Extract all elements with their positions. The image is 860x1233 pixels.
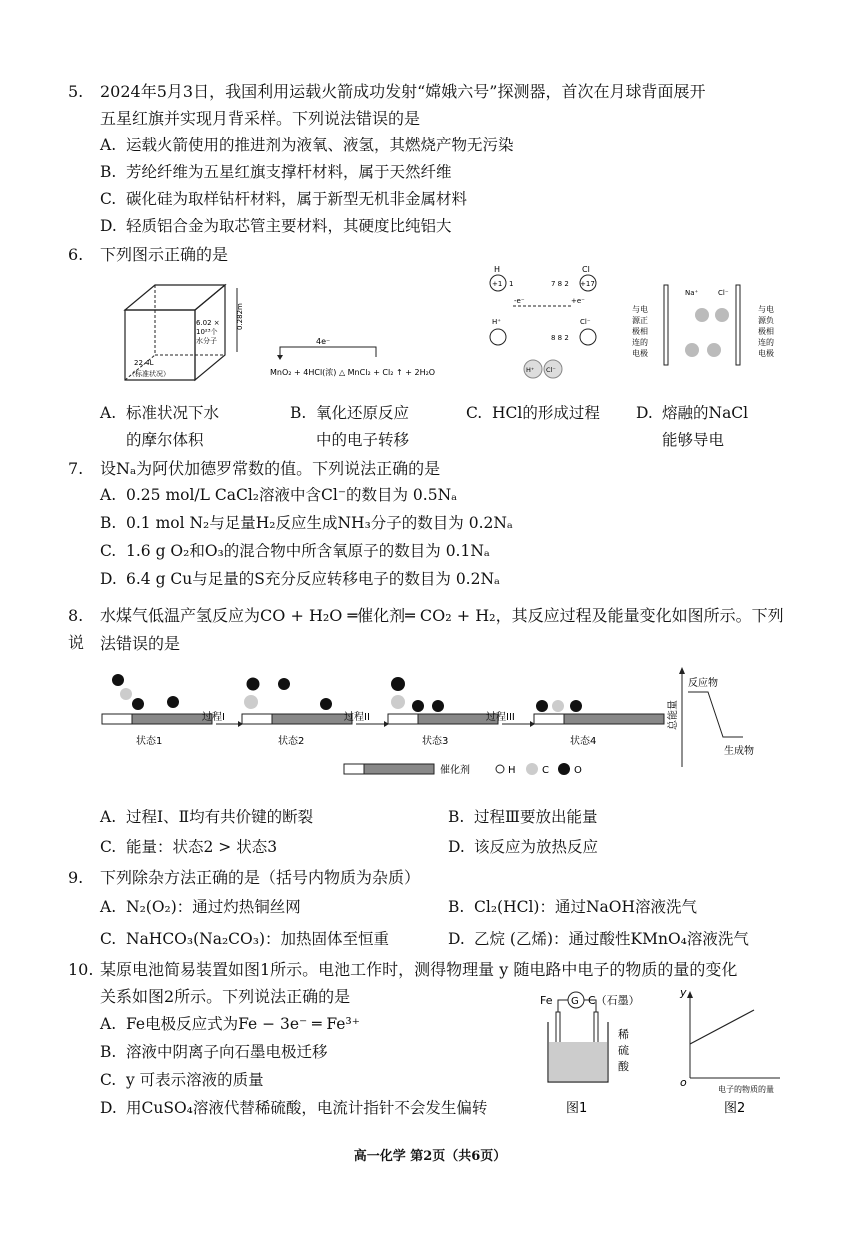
svg-text:催化剂: 催化剂 bbox=[440, 765, 470, 776]
svg-text:与电: 与电 bbox=[758, 305, 774, 314]
option-a[interactable]: A. 0.25 mol/L CaCl₂溶液中含Cl⁻的数目为 0.5Nₐ bbox=[100, 486, 458, 504]
svg-text:与电: 与电 bbox=[632, 305, 648, 314]
svg-text:+1: +1 bbox=[492, 280, 503, 288]
question-number: 6. bbox=[68, 245, 84, 264]
figure-cube bbox=[110, 280, 270, 390]
svg-text:电子的物质的量: 电子的物质的量 bbox=[718, 1085, 774, 1094]
option-b[interactable]: B. 芳纶纤维为五星红旗支撑杆材料，属于天然纤维 bbox=[100, 163, 452, 181]
svg-text:（标准状况）: （标准状况） bbox=[128, 370, 170, 378]
option-a[interactable]: A. 运载火箭使用的推进剂为液氧、液氢，其燃烧产物无污染 bbox=[100, 136, 514, 154]
svg-text:H⁺: H⁺ bbox=[526, 366, 535, 374]
svg-text:H⁺: H⁺ bbox=[492, 318, 501, 326]
catalyst-bar-3 bbox=[388, 714, 498, 724]
question-9 bbox=[68, 864, 798, 891]
question-stem: 2024年5月3日，我国利用运载火箭成功发射“嫦娥六号”探测器，首次在月球背面展开 bbox=[100, 82, 706, 101]
question-number: 8. bbox=[68, 606, 84, 625]
svg-text:Cl⁻: Cl⁻ bbox=[546, 366, 556, 374]
svg-text:过程III: 过程III bbox=[486, 712, 515, 723]
svg-text:电极: 电极 bbox=[758, 349, 774, 358]
option-c[interactable]: C. HCl的形成过程 bbox=[466, 404, 600, 422]
question-stem-cont: 法错误的是 bbox=[100, 634, 181, 653]
svg-text:+e⁻: +e⁻ bbox=[571, 297, 585, 305]
option-c[interactable]: C. NaHCO₃(Na₂CO₃)：加热固体至恒重 bbox=[100, 930, 389, 948]
svg-text:状态1: 状态1 bbox=[136, 736, 163, 747]
question-stem-cont: 关系如图2所示。下列说法正确的是 bbox=[100, 987, 351, 1006]
question-stem: 水煤气低温产氢反应为CO + H₂O ═催化剂═ CO₂ + H₂，其反应过程及能量变化如图所示。下列说 bbox=[68, 606, 784, 652]
svg-text:状态3: 状态3 bbox=[422, 736, 449, 747]
svg-text:连的: 连的 bbox=[632, 338, 648, 347]
question-stem-cont: 五星红旗并实现月背采样。下列说法错误的是 bbox=[100, 109, 421, 128]
option-b[interactable]: B. 氧化还原反应 bbox=[290, 404, 410, 422]
svg-text:6.02 ×: 6.02 × bbox=[196, 319, 220, 327]
figure-redox bbox=[266, 335, 476, 385]
catalyst-bar-2 bbox=[242, 714, 352, 724]
svg-text:水分子: 水分子 bbox=[196, 337, 217, 345]
svg-text:连的: 连的 bbox=[758, 338, 774, 347]
option-d-cont: 能够导电 bbox=[662, 431, 725, 449]
catalyst-bar-4 bbox=[534, 714, 664, 724]
question-number: 5. bbox=[68, 82, 84, 101]
svg-text:状态2: 状态2 bbox=[278, 736, 305, 747]
svg-text:电极: 电极 bbox=[632, 349, 648, 358]
question-5 bbox=[68, 78, 798, 105]
svg-text:极相: 极相 bbox=[632, 327, 648, 336]
question-stem: 某原电池简易装置如图1所示。电池工作时，测得物理量 y 随电路中电子的物质的量的变化 bbox=[100, 960, 738, 979]
svg-text:H: H bbox=[494, 265, 501, 274]
option-b-cont: 中的电子转移 bbox=[316, 431, 410, 449]
svg-text:酸: 酸 bbox=[618, 1060, 629, 1073]
question-number: 7. bbox=[68, 459, 84, 478]
figure-reaction-process bbox=[98, 662, 798, 790]
svg-text:1: 1 bbox=[509, 280, 514, 288]
svg-text:图1: 图1 bbox=[566, 1101, 588, 1116]
svg-text:22.4L: 22.4L bbox=[134, 359, 154, 367]
option-a[interactable]: A. 过程I、Ⅱ均有共价键的断裂 bbox=[100, 808, 314, 826]
svg-text:-e⁻: -e⁻ bbox=[514, 297, 525, 305]
svg-text:y: y bbox=[680, 986, 687, 999]
svg-text:稀: 稀 bbox=[618, 1028, 629, 1041]
option-b[interactable]: B. Cl₂(HCl)：通过NaOH溶液洗气 bbox=[448, 898, 697, 916]
svg-text:Cl⁻: Cl⁻ bbox=[580, 318, 591, 326]
figure-molten-nacl bbox=[632, 270, 792, 375]
svg-text:10²³个: 10²³个 bbox=[196, 328, 218, 336]
svg-text:8 8 2: 8 8 2 bbox=[551, 334, 569, 342]
svg-text:7 8 2: 7 8 2 bbox=[551, 280, 569, 288]
page-footer: 高一化学 第2页（共6页） bbox=[353, 1149, 507, 1164]
svg-text:过程II: 过程II bbox=[344, 712, 370, 723]
svg-text:O: O bbox=[574, 765, 582, 776]
option-c[interactable]: C. 1.6 g O₂和O₃的混合物中所含氧原子的数目为 0.1Nₐ bbox=[100, 542, 490, 560]
svg-text:Na⁺: Na⁺ bbox=[685, 289, 699, 297]
option-d[interactable]: D. 该反应为放热反应 bbox=[448, 838, 599, 856]
option-a[interactable]: A. 标准状况下水 bbox=[100, 404, 220, 422]
svg-text:过程I: 过程I bbox=[202, 712, 225, 723]
svg-text:图2: 图2 bbox=[724, 1101, 746, 1116]
svg-text:Cl: Cl bbox=[582, 265, 590, 274]
svg-text:o: o bbox=[680, 1076, 687, 1089]
option-c[interactable]: C. 能量：状态2 > 状态3 bbox=[100, 838, 278, 856]
option-d[interactable]: D. 用CuSO₄溶液代替稀硫酸，电流计指针不会发生偏转 bbox=[100, 1099, 488, 1117]
option-d[interactable]: D. 乙烷 (乙烯)：通过酸性KMnO₄溶液洗气 bbox=[448, 930, 749, 948]
option-b[interactable]: B. 0.1 mol N₂与足量H₂反应生成NH₃分子的数目为 0.2Nₐ bbox=[100, 514, 513, 532]
question-7 bbox=[68, 455, 798, 482]
svg-text:反应物: 反应物 bbox=[688, 678, 718, 689]
svg-text:H: H bbox=[508, 765, 516, 776]
svg-text:Fe: Fe bbox=[540, 994, 553, 1007]
option-d[interactable]: D. 轻质铝合金为取芯管主要材料，其硬度比纯铝大 bbox=[100, 217, 452, 235]
question-number: 10. bbox=[68, 960, 94, 979]
svg-text:状态4: 状态4 bbox=[570, 736, 597, 747]
option-a-cont: 的摩尔体积 bbox=[126, 431, 204, 449]
svg-text:MnO₂ + 4HCl(浓) △ MnCl₂ + Cl₂ ↑: MnO₂ + 4HCl(浓) △ MnCl₂ + Cl₂ ↑ + 2H₂O bbox=[270, 368, 436, 377]
question-stem: 设Nₐ为阿伏加德罗常数的值。下列说法正确的是 bbox=[100, 459, 441, 478]
svg-text:源正: 源正 bbox=[632, 316, 648, 325]
option-b[interactable]: B. 过程Ⅲ要放出能量 bbox=[448, 808, 598, 826]
figure-graph-2 bbox=[676, 982, 786, 1118]
svg-text:4e⁻: 4e⁻ bbox=[316, 337, 331, 346]
svg-text:0.282m: 0.282m bbox=[236, 303, 244, 330]
catalyst-bar-1 bbox=[102, 714, 212, 724]
option-c[interactable]: C. 碳化硅为取样钻杆材料，属于新型无机非金属材料 bbox=[100, 190, 468, 208]
svg-text:硫: 硫 bbox=[618, 1044, 629, 1057]
figure-hcl bbox=[478, 262, 628, 387]
option-d[interactable]: D. 6.4 g Cu与足量的S充分反应转移电子的数目为 0.2Nₐ bbox=[100, 570, 501, 588]
option-a[interactable]: A. Fe电极反应式为Fe − 3e⁻ ═ Fe³⁺ bbox=[100, 1015, 360, 1033]
question-10 bbox=[68, 956, 798, 983]
svg-text:+17: +17 bbox=[580, 280, 595, 288]
svg-text:C: C bbox=[542, 765, 549, 776]
svg-text:Cl⁻: Cl⁻ bbox=[718, 289, 729, 297]
figure-galvanic-cell bbox=[536, 982, 676, 1118]
svg-text:G: G bbox=[571, 996, 579, 1007]
question-number: 9. bbox=[68, 868, 84, 887]
svg-text:C（石墨）: C（石墨） bbox=[588, 994, 640, 1007]
option-d[interactable]: D. 熔融的NaCl bbox=[636, 404, 749, 422]
question-stem: 下列图示正确的是 bbox=[100, 245, 229, 264]
option-a[interactable]: A. N₂(O₂)：通过灼热铜丝网 bbox=[100, 898, 301, 916]
svg-text:极相: 极相 bbox=[758, 327, 774, 336]
svg-text:总能量: 总能量 bbox=[668, 700, 679, 730]
svg-text:源负: 源负 bbox=[758, 316, 774, 325]
question-6 bbox=[68, 241, 798, 268]
option-c[interactable]: C. y 可表示溶液的质量 bbox=[100, 1071, 264, 1089]
option-b[interactable]: B. 溶液中阴离子向石墨电极迁移 bbox=[100, 1043, 328, 1061]
question-stem: 下列除杂方法正确的是（括号内物质为杂质） bbox=[100, 868, 421, 887]
svg-text:生成物: 生成物 bbox=[724, 746, 754, 757]
